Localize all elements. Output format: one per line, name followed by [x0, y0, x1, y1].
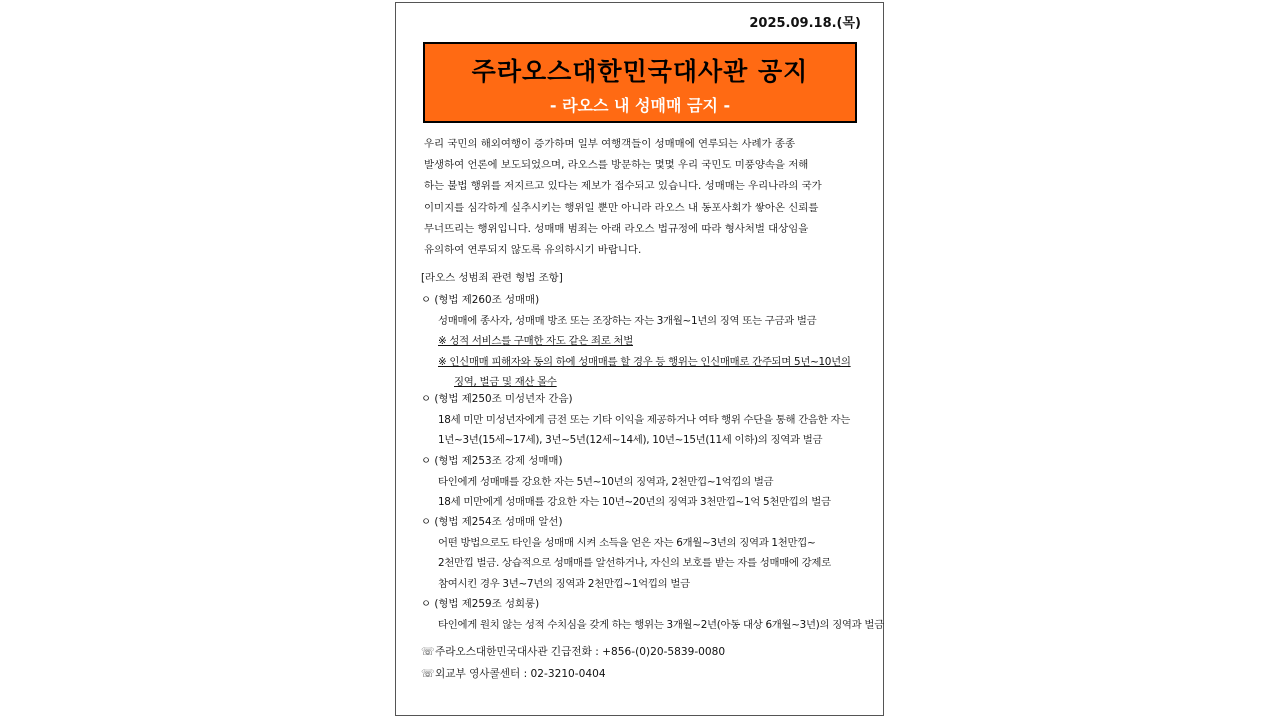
phone-icon: ☏: [421, 667, 435, 680]
law-line: 18세 미만에게 성매매를 강요한 자는 10년~20년의 징역과 3천만낍~1억 5천만낍의 벌금: [438, 496, 831, 508]
law-260: [421, 290, 871, 393]
contact-mofa-text: 외교부 영사콜센터 : 02-3210-0404: [435, 668, 606, 680]
intro-line: 이미지를 심각하게 실추시키는 행위일 뿐만 아니라 라오스 내 동포사회가 쌓아온 신뢰를: [424, 201, 819, 214]
contact-embassy-text: 주라오스대한민국대사관 긴급전화 : +856-(0)20-5839-0080: [435, 646, 726, 658]
law-254: [421, 512, 871, 594]
contact-mofa: [421, 666, 606, 681]
contact-embassy: [421, 644, 725, 659]
notice-document: [395, 2, 884, 716]
law-head: ㅇ (형법 제254조 성매매 알선): [421, 516, 563, 528]
phone-icon: ☏: [421, 645, 435, 658]
notice-subtitle: - 라오스 내 성매매 금지 -: [549, 96, 731, 115]
law-line: 2천만낍 벌금. 상습적으로 성매매를 알선하거나, 자신의 보호를 받는 자를 성매매에 강제로: [438, 557, 831, 569]
law-line: 1년~3년(15세~17세), 3년~5년(12세~14세), 10년~15년(11세 이하)의 징역과 벌금: [438, 434, 823, 446]
law-line: 참여시킨 경우 3년~7년의 징역과 2천만낍~1억낍의 벌금: [438, 577, 690, 590]
law-head: ㅇ (형법 제253조 강제 성매매): [421, 455, 563, 467]
notice-date: 2025.09.18.(목): [749, 16, 861, 31]
law-head: ㅇ (형법 제259조 성희롱): [421, 598, 540, 610]
law-head: ㅇ (형법 제260조 성매매): [421, 294, 540, 306]
law-note: ※ 성적 서비스를 구매한 자도 같은 죄로 처벌: [438, 335, 633, 347]
law-259: [421, 594, 884, 635]
law-line: 어떤 방법으로도 타인을 성매매 시켜 소득을 얻은 자는 6개월~3년의 징역과 1천만낍~: [438, 536, 816, 549]
law-line: 성매매에 종사자, 성매매 방조 또는 조장하는 자는 3개월~1년의 징역 또는 구금과 벌금: [438, 314, 817, 327]
law-note: ※ 인신매매 피해자와 동의 하에 성매매를 할 경우 등 행위는 인신매매로 간주되며 5년~10년의: [438, 355, 851, 368]
notice-banner: [423, 42, 857, 123]
law-250: [421, 389, 871, 451]
laws-header: [라오스 성범죄 관련 형법 조항]: [421, 272, 563, 284]
intro-line: 무너뜨리는 행위입니다. 성매매 범죄는 아래 라오스 법규정에 따라 형사처벌 대상임을: [424, 222, 809, 235]
notice-title: 주라오스대한민국대사관 공지: [471, 57, 809, 86]
law-head: ㅇ (형법 제250조 미성년자 간음): [421, 393, 573, 405]
intro-line: 우리 국민의 해외여행이 증가하며 일부 여행객들이 성매매에 연루되는 사례가 종종: [424, 138, 795, 150]
law-line: 18세 미만 미성년자에게 금전 또는 기타 이익을 제공하거나 여타 행위 수단을 통해 간음한 자는: [438, 413, 850, 426]
law-253: [421, 451, 871, 513]
law-line: 타인에게 원치 않는 성적 수치심을 갖게 하는 행위는 3개월~2년(아동 대상 6개월~3년)의 징역과 벌금: [438, 618, 884, 631]
intro-line: 유의하여 연루되지 않도록 유의하시기 바랍니다.: [424, 244, 642, 257]
law-line: 타인에게 성매매를 강요한 자는 5년~10년의 징역과, 2천만낍~1억낍의 벌금: [438, 475, 774, 488]
intro-paragraph: [424, 134, 862, 261]
intro-line: 발생하여 언론에 보도되었으며, 라오스를 방문하는 몇몇 우리 국민도 미풍양속을 저해: [424, 159, 809, 172]
law-note: 징역, 벌금 및 재산 몰수: [454, 376, 557, 388]
intro-line: 하는 불법 행위를 저지르고 있다는 제보가 접수되고 있습니다. 성매매는 우리나라의 국가: [424, 180, 822, 193]
